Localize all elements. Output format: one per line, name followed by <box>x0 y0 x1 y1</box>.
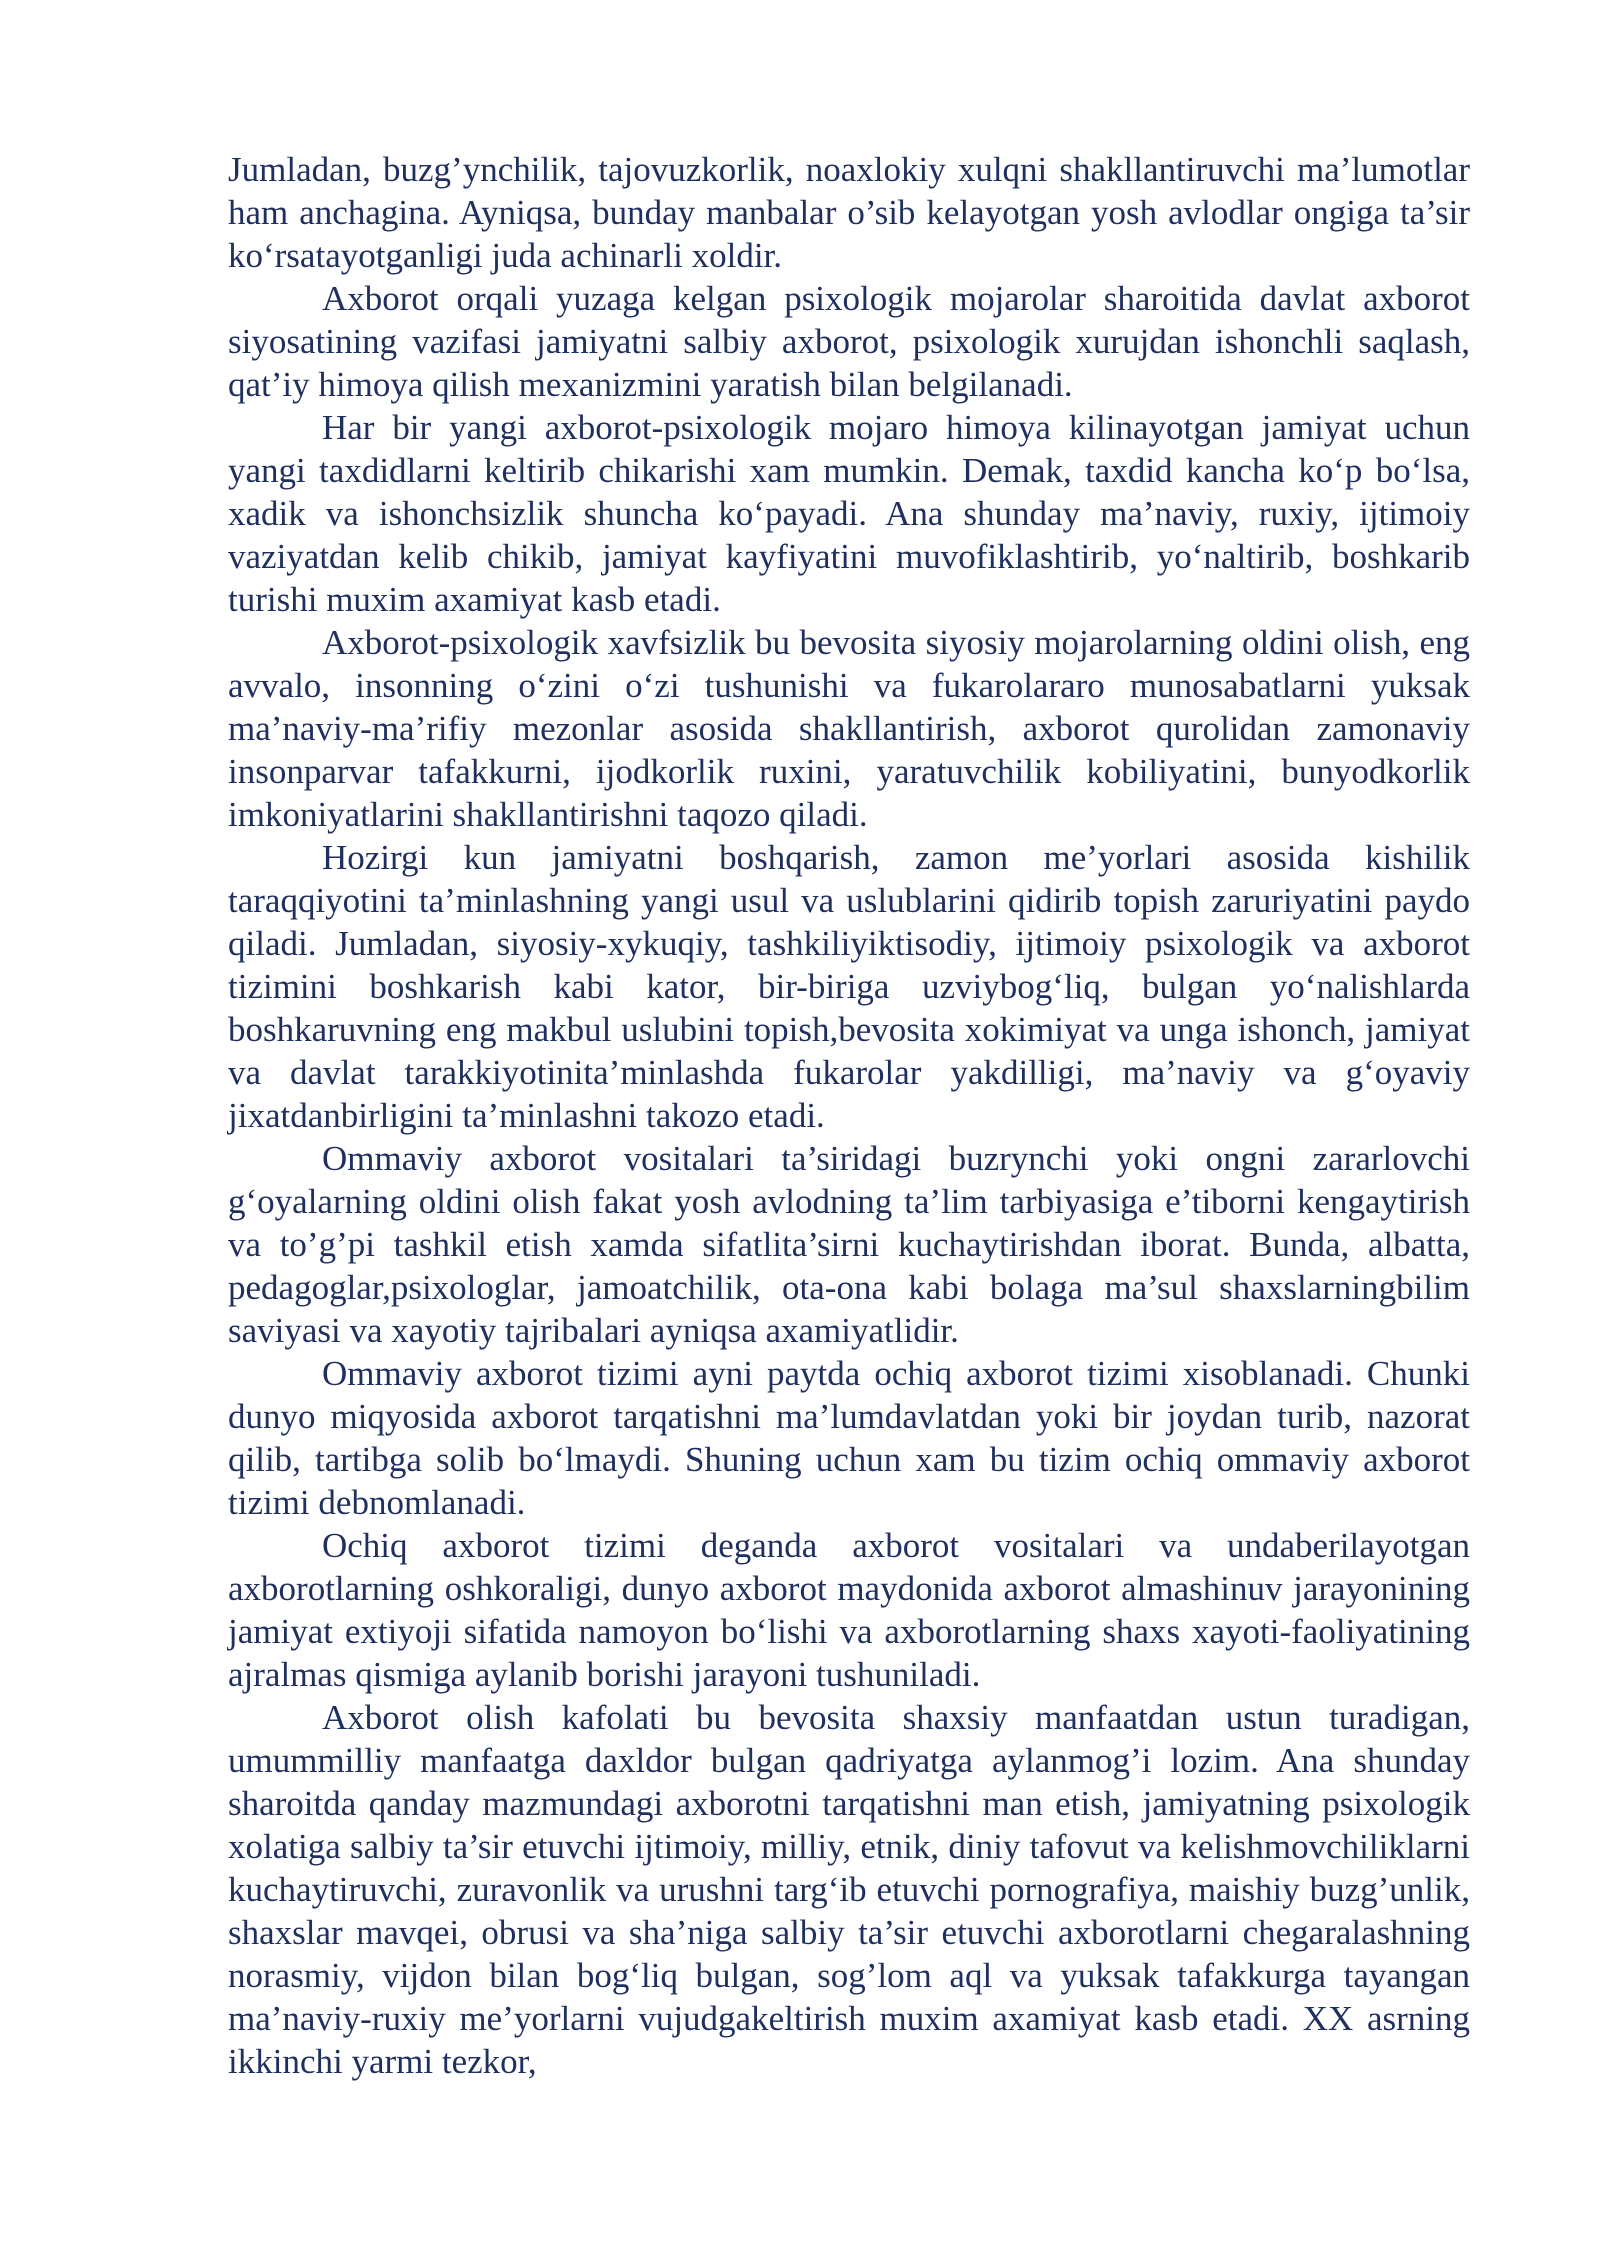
paragraph-1: Jumladan, buzg’ynchilik, tajovuzkorlik, noaxlokiy xulqni shakllantiruvchi ma’lumotlar ham anchagina. Ayniqsa, bunday manbalar o’sib kelayotgan yosh avlodlar ongiga ta’sir ko‘rsatayotganligi juda achinarli xoldir. <box>228 150 1470 275</box>
paragraph-2: Axborot orqali yuzaga kelgan psixologik mojarolar sharoitida davlat axborot siyosatining vazifasi jamiyatni salbiy axborot, psixologik xurujdan ishonchli saqlash, qat’iy himoya qilish mexanizmini yaratish bilan belgilanadi. <box>228 279 1470 404</box>
paragraph-9: Axborot olish kafolati bu bevosita shaxsiy manfaatdan ustun turadigan, umummilliy manfaatga daxldor bulgan qadriyatga aylanmog’i lozim. Ana shunday sharoitda qanday mazmundagi axborotni tarqatishni man etish, jamiyatning psixologik xolatiga salbiy ta’sir etuvchi ijtimoiy, milliy, etnik, diniy tafovut va kelishmovchiliklarni kuchaytiruvchi, zuravonlik va urushni targ‘ib etuvchi pornografiya, maishiy buzg’unlik, shaxslar mavqei, obrusi va sha’niga salbiy ta’sir etuvchi axborotlarni chegaralashning norasmiy, vijdon bilan bog‘liq bulgan, sog’lom aql va yuksak tafakkurga tayangan ma’naviy-ruxiy me’yorlarni vujudgakeltirish muxim axamiyat kasb etadi. XX asrning ikkinchi yarmi tezkor, <box>228 1698 1470 2081</box>
paragraph-4: Axborot-psixologik xavfsizlik bu bevosita siyosiy mojarolarning oldini olish, eng avvalo, insonning o‘zini o‘zi tushunishi va fukarolararo munosabatlarni yuksak ma’naviy-ma’rifiy mezonlar asosida shakllantirish, axborot qurolidan zamonaviy insonparvar tafakkurni, ijodkorlik ruxini, yaratuvchilik kobiliyatini, bunyodkorlik imkoniyatlarini shakllantirishni taqozo qiladi. <box>228 623 1470 834</box>
paragraph-8: Ochiq axborot tizimi deganda axborot vositalari va undaberilayotgan axborotlarning oshkoraligi, dunyo axborot maydonida axborot almashinuv jarayonining jamiyat extiyoji sifatida namoyon bo‘lishi va axborotlarning shaxs xayoti-faoliyatining ajralmas qismiga aylanib borishi jarayoni tushuniladi. <box>228 1526 1470 1694</box>
paragraph-7: Ommaviy axborot tizimi ayni paytda ochiq axborot tizimi xisoblanadi. Chunki dunyo miqyosida axborot tarqatishni ma’lumdavlatdan yoki bir joydan turib, nazorat qilib, tartibga solib bo‘lmaydi. Shuning uchun xam bu tizim ochiq ommaviy axborot tizimi debnomlanadi. <box>228 1354 1470 1522</box>
document-page <box>228 148 1470 2083</box>
paragraph-3: Har bir yangi axborot-psixologik mojaro himoya kilinayotgan jamiyat uchun yangi taxdidlarni keltirib chikarishi xam mumkin. Demak, taxdid kancha ko‘p bo‘lsa, xadik va ishonchsizlik shuncha ko‘payadi. Ana shunday ma’naviy, ruxiy, ijtimoiy vaziyatdan kelib chikib, jamiyat kayfiyatini muvofiklashtirib, yo‘naltirib, boshkarib turishi muxim axamiyat kasb etadi. <box>228 408 1470 619</box>
paragraph-6: Ommaviy axborot vositalari ta’siridagi buzrynchi yoki ongni zararlovchi g‘oyalarning oldini olish fakat yosh avlodning ta’lim tarbiyasiga e’tiborni kengaytirish va to’g’pi tashkil etish xamda sifatlita’sirni kuchaytirishdan iborat. Bunda, albatta, pedagoglar,psixologlar, jamoatchilik, ota-ona kabi bolaga ma’sul shaxslarningbilim saviyasi va xayotiy tajribalari ayniqsa axamiyatlidir. <box>228 1139 1470 1350</box>
paragraph-5: Hozirgi kun jamiyatni boshqarish, zamon me’yorlari asosida kishilik taraqqiyotini ta’minlashning yangi usul va uslublarini qidirib topish zaruriyatini paydo qiladi. Jumladan, siyosiy-xykuqiy, tashkiliyiktisodiy, ijtimoiy psixologik va axborot tizimini boshkarish kabi kator, bir-biriga uzviybog‘liq, bulgan yo‘nalishlarda boshkaruvning eng makbul uslubini topish,bevosita xokimiyat va unga ishonch, jamiyat va davlat tarakkiyotinita’minlashda fukarolar yakdilligi, ma’naviy va g‘oyaviy jixatdanbirligini ta’minlashni takozo etadi. <box>228 838 1470 1135</box>
